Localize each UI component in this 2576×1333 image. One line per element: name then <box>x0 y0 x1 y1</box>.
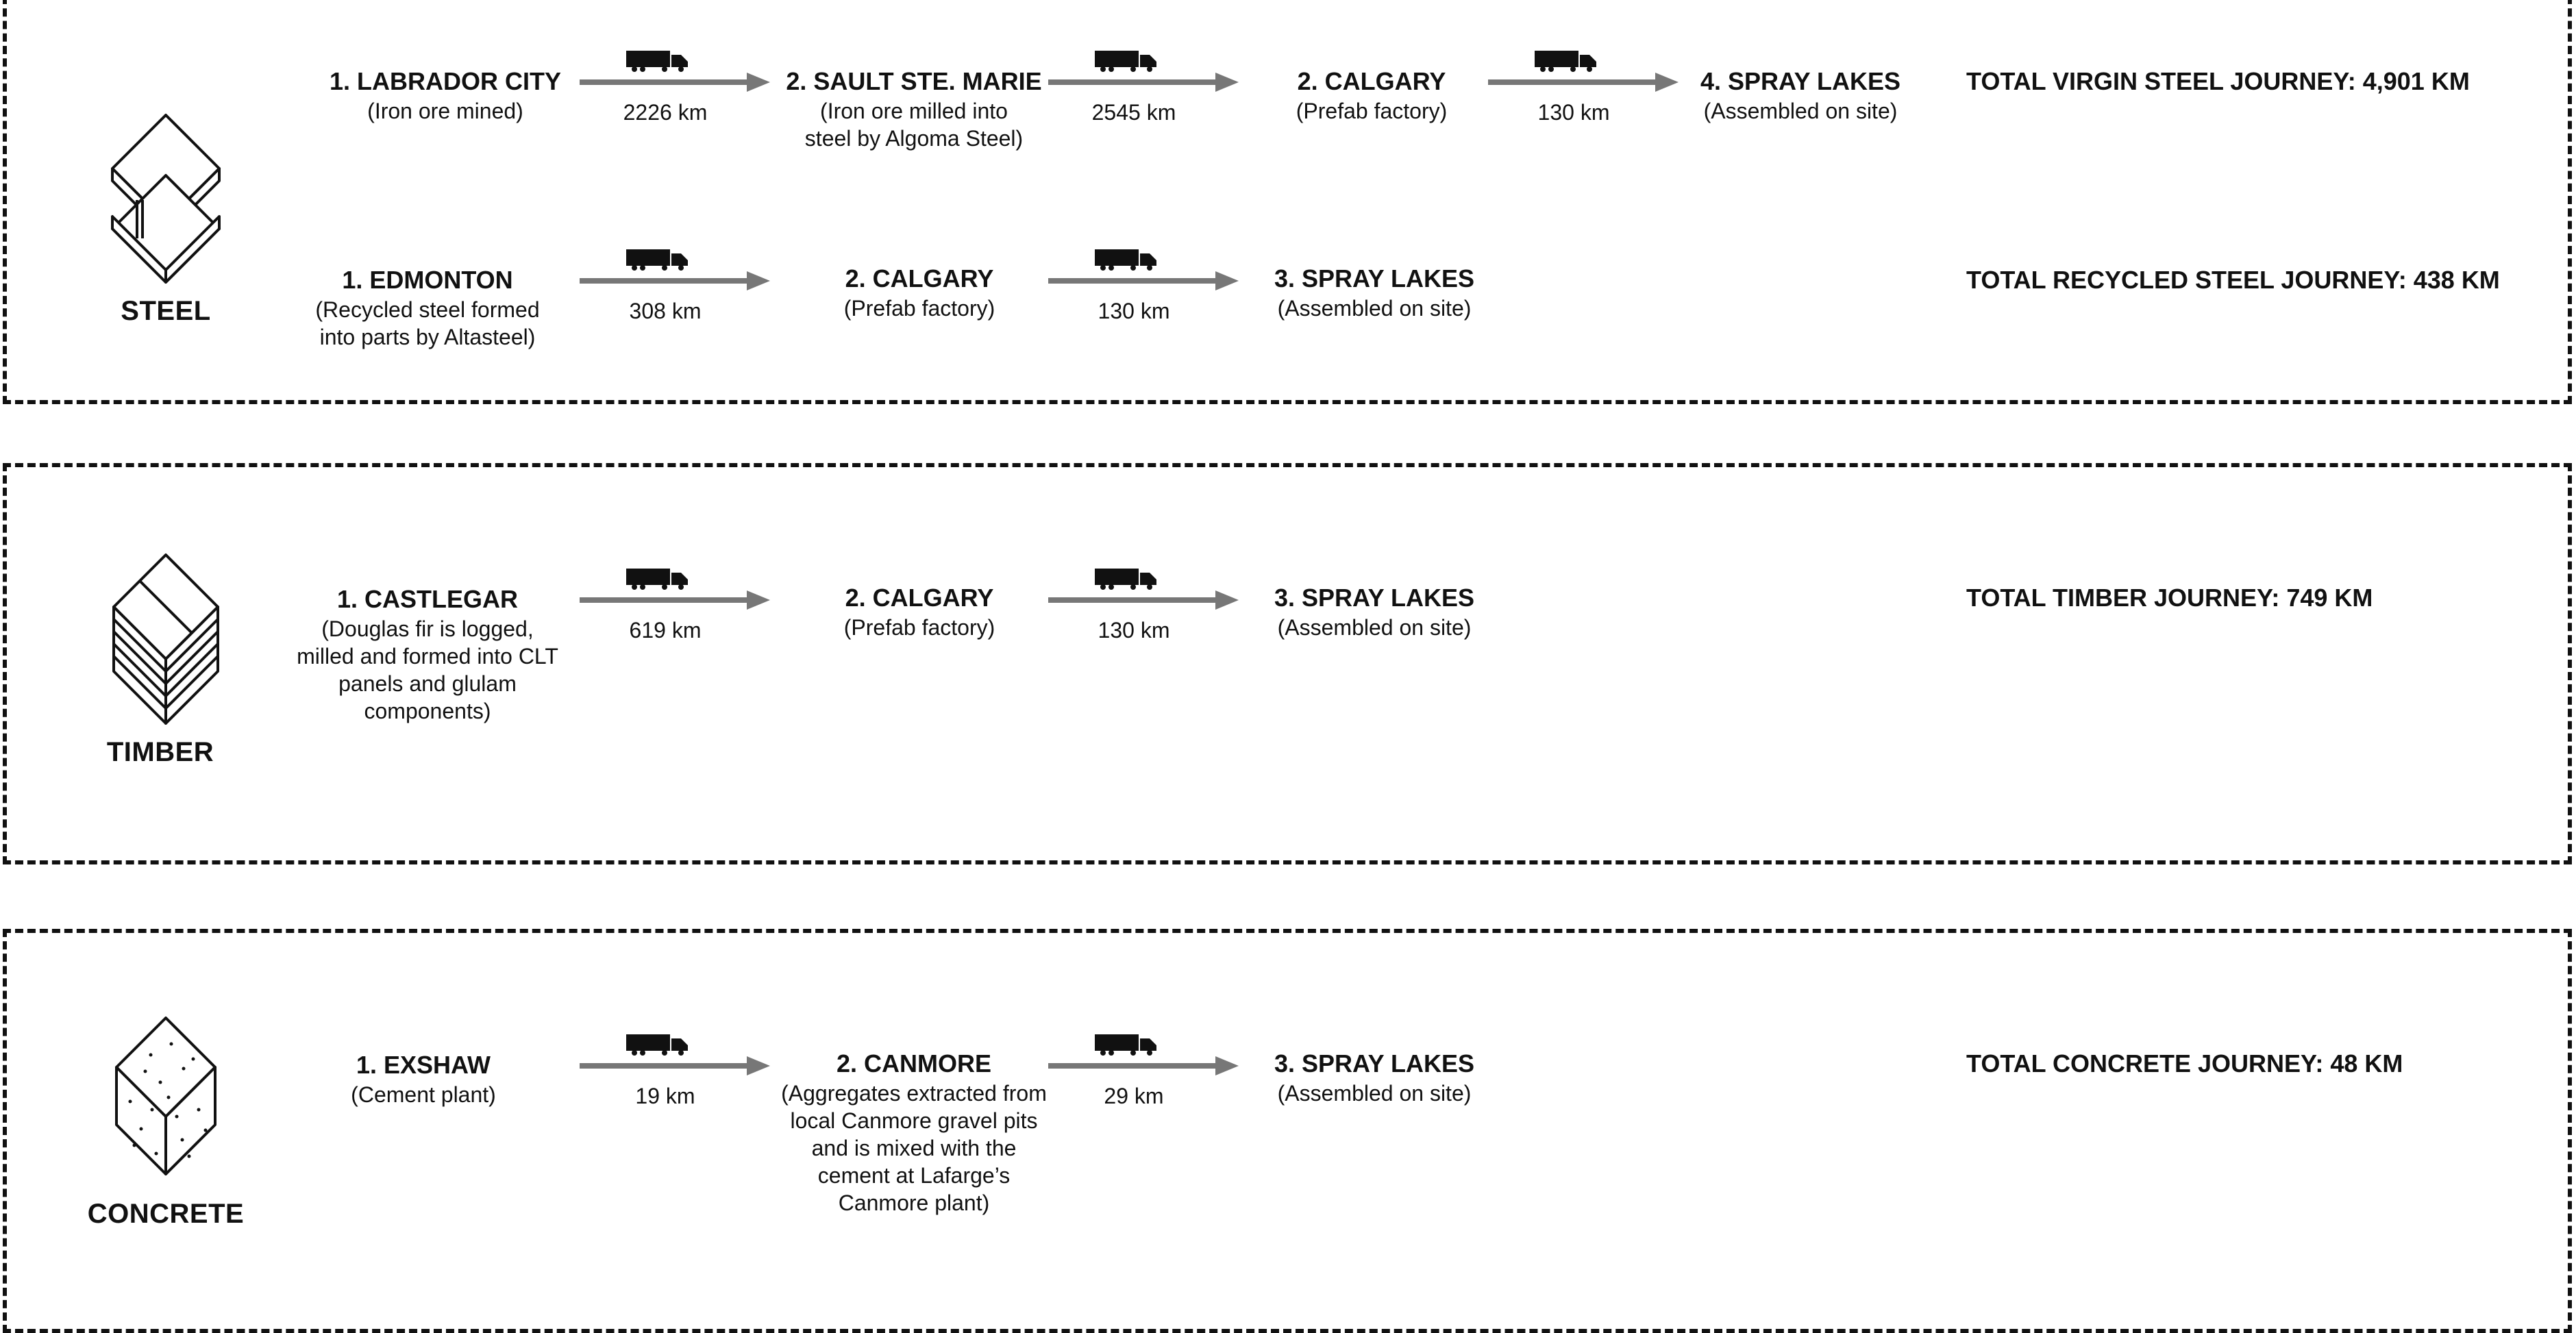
leg-distance: 130 km <box>1537 100 1610 125</box>
leg-distance: 2226 km <box>623 100 708 125</box>
truck-arrow-icon <box>580 48 771 103</box>
truck-arrow-icon <box>1048 566 1240 621</box>
stop-calgary <box>776 582 1063 641</box>
truck-icon <box>626 51 688 72</box>
leg-distance: 19 km <box>635 1084 695 1108</box>
stop-title: 2. SAULT STE. MARIE <box>786 67 1042 95</box>
truck-arrow-icon <box>1488 48 1680 103</box>
stop-desc: (Iron ore milled into steel by Algoma Steel) <box>804 99 1024 151</box>
steel-label: STEEL <box>121 296 211 326</box>
stop-title: 3. SPRAY LAKES <box>1274 1049 1475 1077</box>
stop-canmore <box>770 1048 1058 1217</box>
leg-labrador-sault <box>580 48 771 144</box>
stop-calgary <box>1228 66 1515 125</box>
steel-plates-icon <box>103 110 233 288</box>
stop-castlegar <box>284 584 571 725</box>
stop-title: 2. CALGARY <box>845 264 994 292</box>
stop-desc: (Assembled on site) <box>1277 296 1472 321</box>
stop-spray-lakes <box>1657 66 1944 125</box>
concrete-label: CONCRETE <box>87 1199 245 1229</box>
truck-arrow-icon <box>580 1032 771 1086</box>
total-recycled-steel: TOTAL RECYCLED STEEL JOURNEY: 438 KM <box>1966 266 2500 294</box>
stop-title: 3. SPRAY LAKES <box>1274 264 1475 292</box>
truck-icon <box>1095 51 1156 72</box>
leg-distance: 130 km <box>1098 299 1170 323</box>
stop-desc: (Assembled on site) <box>1277 1081 1472 1106</box>
stop-labrador-city <box>301 66 589 125</box>
leg-castlegar-calgary <box>580 566 771 662</box>
leg-distance: 2545 km <box>1091 100 1176 125</box>
stop-desc: (Assembled on site) <box>1277 615 1472 640</box>
truck-icon <box>626 1034 688 1056</box>
stop-desc: (Iron ore mined) <box>367 99 523 123</box>
timber-label: TIMBER <box>106 737 214 767</box>
truck-icon <box>626 569 688 590</box>
stop-title: 2. CALGARY <box>845 584 994 612</box>
stop-desc: (Prefab factory) <box>1296 99 1448 123</box>
leg-edmonton-calgary <box>580 247 771 342</box>
stop-edmonton <box>284 264 571 351</box>
stop-desc: (Douglas fir is logged, milled and formed into CLT panels and glulam components) <box>297 616 558 723</box>
total-timber: TOTAL TIMBER JOURNEY: 749 KM <box>1966 584 2373 612</box>
leg-distance: 619 km <box>629 618 702 643</box>
truck-icon <box>1095 1034 1156 1056</box>
stop-title: 2. CANMORE <box>836 1049 992 1077</box>
stop-title: 1. EXSHAW <box>356 1051 491 1079</box>
leg-canmore-spray-lakes <box>1048 1032 1240 1128</box>
leg-calgary-spray-lakes <box>1048 566 1240 662</box>
truck-icon <box>1095 569 1156 590</box>
stop-title: 2. CALGARY <box>1297 67 1446 95</box>
leg-calgary-spray-lakes <box>1488 48 1680 144</box>
stop-desc: (Prefab factory) <box>843 615 995 640</box>
stop-spray-lakes <box>1230 263 1518 322</box>
truck-arrow-icon <box>580 247 771 301</box>
total-virgin-steel: TOTAL VIRGIN STEEL JOURNEY: 4,901 KM <box>1966 67 2470 95</box>
stop-title: 3. SPRAY LAKES <box>1274 584 1475 612</box>
stop-desc: (Prefab factory) <box>843 296 995 321</box>
truck-icon <box>1095 249 1156 271</box>
stop-exshaw <box>280 1049 567 1108</box>
stop-desc: (Recycled steel formed into parts by Altasteel) <box>315 297 540 349</box>
leg-sault-calgary <box>1048 48 1240 144</box>
timber-stack-icon <box>103 548 233 726</box>
leg-distance: 308 km <box>629 299 702 323</box>
stop-title: 1. EDMONTON <box>342 266 513 294</box>
stop-sault-ste-marie <box>770 66 1058 152</box>
stop-title: 1. CASTLEGAR <box>336 585 519 613</box>
leg-distance: 29 km <box>1104 1084 1164 1108</box>
truck-arrow-icon <box>1048 1032 1240 1086</box>
stop-calgary <box>776 263 1063 322</box>
leg-calgary-spray-lakes <box>1048 247 1240 342</box>
leg-distance: 130 km <box>1098 618 1170 643</box>
truck-arrow-icon <box>580 566 771 621</box>
concrete-section-frame <box>3 929 2572 1333</box>
leg-exshaw-canmore <box>580 1032 771 1128</box>
stop-desc: (Cement plant) <box>351 1082 496 1107</box>
concrete-cube-icon <box>103 1014 233 1178</box>
stop-desc: (Aggregates extracted from local Canmore gravel pits and is mixed with the cement at Lafarge’s Canmore plant) <box>781 1081 1047 1215</box>
truck-icon <box>626 249 688 271</box>
stop-spray-lakes <box>1230 582 1518 641</box>
stop-spray-lakes <box>1230 1048 1518 1107</box>
truck-arrow-icon <box>1048 48 1240 103</box>
total-concrete: TOTAL CONCRETE JOURNEY: 48 KM <box>1966 1049 2403 1077</box>
stop-title: 1. LABRADOR CITY <box>329 67 561 95</box>
truck-arrow-icon <box>1048 247 1240 301</box>
truck-icon <box>1535 51 1596 72</box>
stop-desc: (Assembled on site) <box>1703 99 1898 123</box>
stop-title: 4. SPRAY LAKES <box>1700 67 1901 95</box>
